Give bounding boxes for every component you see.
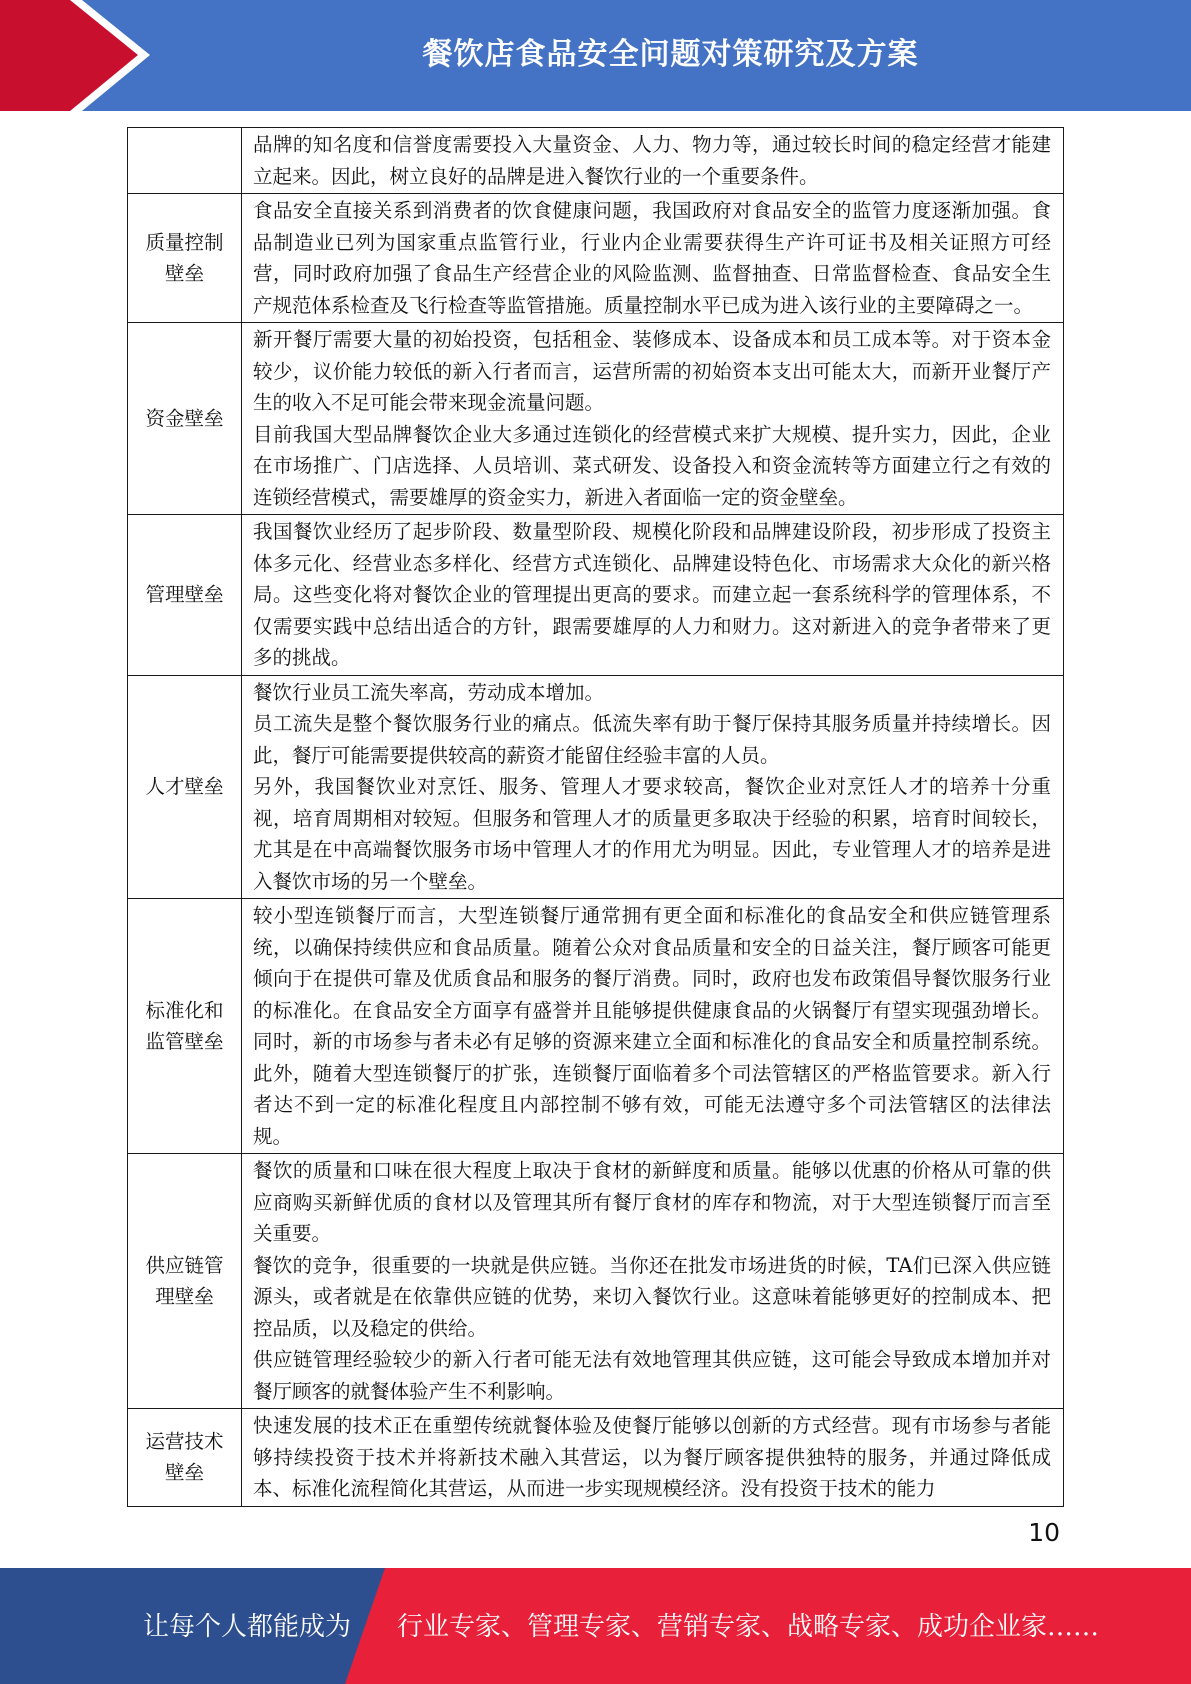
table-row [128, 675, 1064, 899]
row-paragraph: 品牌的知名度和信誉度需要投入大量资金、人力、物力等，通过较长时间的稳定经营才能建立起来。因此，树立良好的品牌是进入餐饮行业的一个重要条件。 [253, 133, 1051, 188]
row-label: 管理壁垒 [145, 583, 224, 606]
table-row [128, 194, 1064, 323]
row-paragraph: 快速发展的技术正在重塑传统就餐体验及使餐厅能够以创新的方式经营。现有市场参与者能够持续投资于技术并将新技术融入其营运，以为餐厅顾客提供独特的服务，并通过降低成本、标准化流程简化其营运，从而进一步实现规模经济。没有投资于技术的能力 [253, 1414, 1051, 1500]
row-label: 资金壁垒 [145, 406, 224, 430]
row-label-cell [128, 128, 242, 194]
row-label-cell [128, 515, 242, 676]
row-label: 供应链管理壁垒 [145, 1253, 224, 1308]
row-paragraph: 另外，我国餐饮业对烹饪、服务、管理人才要求较高，餐饮企业对烹饪人才的培养十分重视，培育周期相对较短。但服务和管理人才的质量更多取决于经验的积累，培育时间较长，尤其是在中高端餐饮服务市场中管理人才的作用尤为明显。因此，专业管理人才的培养是进入餐饮市场的另一个壁垒。 [253, 775, 1051, 893]
row-paragraph: 我国餐饮业经历了起步阶段、数量型阶段、规模化阶段和品牌建设阶段，初步形成了投资主体多元化、经营业态多样化、经营方式连锁化、品牌建设特色化、市场需求大众化的新兴格局。这些变化将对餐饮企业的管理提出更高的要求。而建立起一套系统科学的管理体系，不仅需要实践中总结出适合的方针，跟需要雄厚的人力和财力。这对新进入的竞争者带来了更多的挑战。 [253, 520, 1051, 669]
row-paragraph: 员工流失是整个餐饮服务行业的痛点。低流失率有助于餐厅保持其服务质量并持续增长。因此，餐厅可能需要提供较高的薪资才能留住经验丰富的人员。 [253, 712, 1051, 767]
row-label-cell [128, 194, 242, 323]
row-label-cell [128, 899, 242, 1154]
barriers-table [127, 127, 1064, 1507]
row-label-cell [128, 1154, 242, 1409]
row-paragraph: 餐饮的竞争，很重要的一块就是供应链。当你还在批发市场进货的时候，TA们已深入供应链源头，或者就是在依靠供应链的优势，来切入餐饮行业。这意味着能够更好的控制成本、把控品质，以及稳定的供给。 [253, 1253, 1051, 1340]
table-row [128, 515, 1064, 676]
table-row [128, 128, 1064, 194]
row-paragraph: 供应链管理经验较少的新入行者可能无法有效地管理其供应链，这可能会导致成本增加并对餐厅顾客的就餐体验产生不利影响。 [253, 1348, 1051, 1403]
row-label-cell [128, 675, 242, 899]
footer-slogan-left: 让每个人都能成为 [143, 1612, 352, 1642]
page-footer [0, 1568, 1191, 1684]
row-content-cell [242, 515, 1064, 676]
row-paragraph: 餐饮的质量和口味在很大程度上取决于食材的新鲜度和质量。能够以优惠的价格从可靠的供应商购买新鲜优质的食材以及管理其所有餐厅食材的库存和物流，对于大型连锁餐厅而言至关重要。 [253, 1159, 1051, 1245]
row-label: 质量控制壁垒 [145, 230, 224, 285]
row-paragraph: 较小型连锁餐厅而言，大型连锁餐厅通常拥有更全面和标准化的食品安全和供应链管理系统，以确保持续供应和食品质量。随着公众对食品质量和安全的日益关注，餐厅顾客可能更倾向于在提供可靠及优质食品和服务的餐厅消费。同时，政府也发布政策倡导餐饮服务行业的标准化。在食品安全方面享有盛誉并且能够提供健康食品的火锅餐厅有望实现强劲增长。同时，新的市场参与者未必有足够的资源来建立全面和标准化的食品安全和质量控制系统。此外，随着大型连锁餐厅的扩张，连锁餐厅面临着多个司法管辖区的严格监管要求。新入行者达不到一定的标准化程度且内部控制不够有效，可能无法遵守多个司法管辖区的法律法规。 [253, 904, 1051, 1148]
row-label: 人才壁垒 [145, 775, 224, 798]
table-row [128, 323, 1064, 515]
row-content-cell [242, 1409, 1064, 1507]
page-number: 10 [1028, 1518, 1060, 1547]
row-paragraph: 餐饮行业员工流失率高，劳动成本增加。 [253, 680, 605, 704]
row-label: 运营技术壁垒 [145, 1429, 224, 1485]
row-label-cell [128, 323, 242, 515]
table-row [128, 1409, 1064, 1507]
row-content-cell [242, 675, 1064, 899]
row-content-cell [242, 128, 1064, 194]
table-row [128, 899, 1064, 1154]
row-content-cell [242, 194, 1064, 323]
row-label: 标准化和监管壁垒 [145, 998, 224, 1053]
row-paragraph: 新开餐厅需要大量的初始投资，包括租金、装修成本、设备成本和员工成本等。对于资本金较少，议价能力较低的新入行者而言，运营所需的初始资本支出可能太大，而新开业餐厅产生的收入不足可能会带来现金流量问题。 [253, 328, 1051, 414]
row-paragraph: 食品安全直接关系到消费者的饮食健康问题，我国政府对食品安全的监管力度逐渐加强。食品制造业已列为国家重点监管行业，行业内企业需要获得生产许可证书及相关证照方可经营，同时政府加强了食品生产经营企业的风险监测、监督抽查、日常监督检查、食品安全生产规范体系检查及飞行检查等监管措施。质量控制水平已成为进入该行业的主要障碍之一。 [253, 199, 1051, 317]
row-content-cell [242, 899, 1064, 1154]
document-title: 餐饮店食品安全问题对策研究及方案 [422, 37, 919, 72]
page-header [0, 0, 1191, 111]
row-paragraph: 目前我国大型品牌餐饮企业大多通过连锁化的经营模式来扩大规模、提升实力，因此，企业在市场推广、门店选择、人员培训、菜式研发、设备投入和资金流转等方面建立行之有效的连锁经营模式，需要雄厚的资金实力，新进入者面临一定的资金壁垒。 [253, 422, 1051, 509]
row-content-cell [242, 1154, 1064, 1409]
row-label-cell [128, 1409, 242, 1507]
footer-slogan-right: 行业专家、管理专家、营销专家、战略专家、成功企业家…… [397, 1612, 1100, 1642]
row-content-cell [242, 323, 1064, 515]
table-row [128, 1154, 1064, 1409]
